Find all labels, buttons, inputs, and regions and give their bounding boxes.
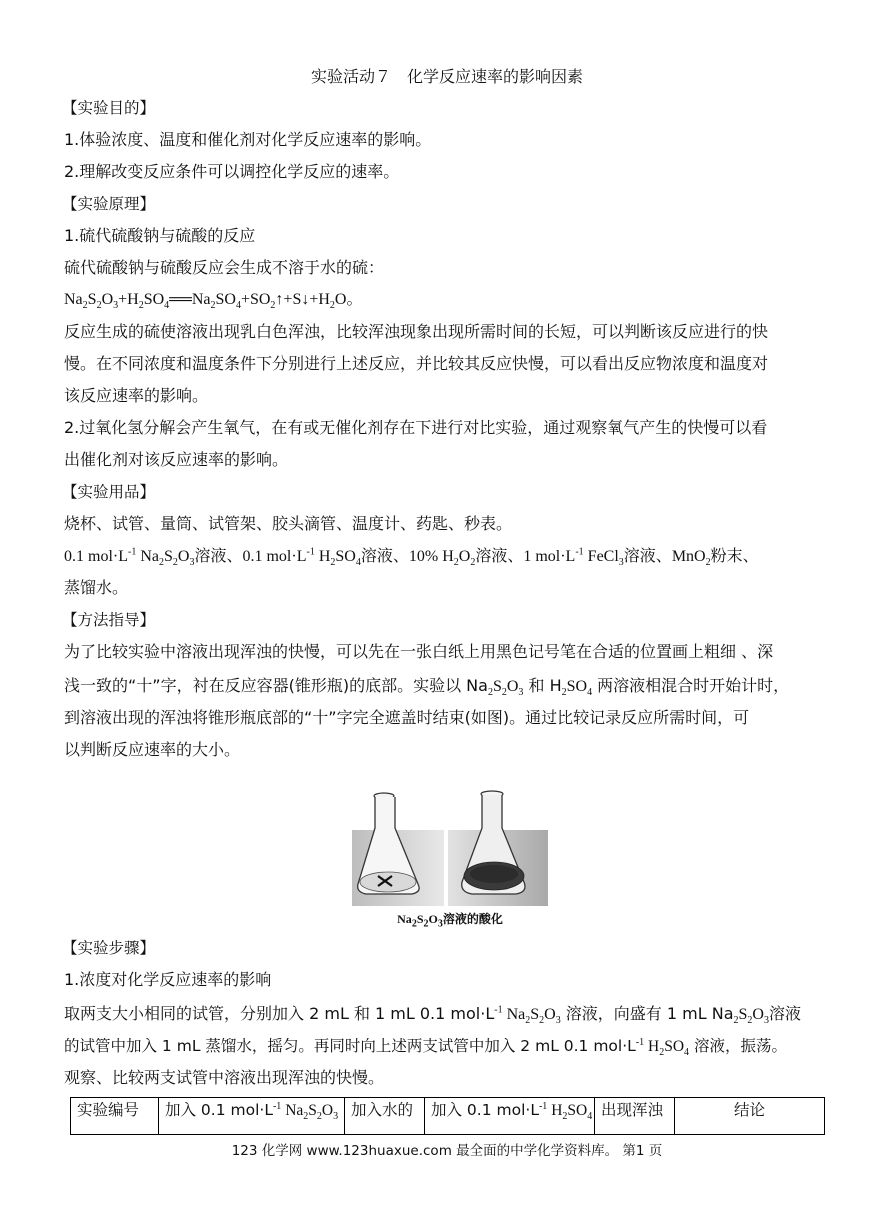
section-heading-steps: 【实验步骤】: [62, 939, 156, 957]
steps-subheading-1: 1.浓度对化学反应速率的影响: [64, 970, 272, 989]
table-header-row: [71, 1098, 825, 1135]
method-line-4: 以判断反应速率的大小。: [64, 740, 241, 759]
section-heading-materials: 【实验用品】: [62, 483, 156, 501]
principle-paragraph-1-line-1: 反应生成的硫使溶液出现乳白色浑浊，比较浑浊现象出现所需时间的长短，可以判断该反应进行的快: [64, 322, 769, 341]
principle-subheading-1: 1.硫代硫酸钠与硫酸的反应: [64, 226, 256, 245]
experiment-table: [70, 1097, 825, 1135]
purpose-item-2: 2.理解改变反应条件可以调控化学反应的速率。: [64, 162, 400, 181]
principle-paragraph-2-line-1: 2.过氧化氢分解会产生氧气，在有或无催化剂存在下进行对比实验，通过观察氧气产生的快慢可以看: [64, 418, 768, 437]
materials-equipment: 烧杯、试管、量筒、试管架、胶头滴管、温度计、药匙、秒表。: [64, 514, 513, 533]
header-conclusion: 结论: [675, 1098, 825, 1135]
materials-reagents: 0.1 $mol\cdot L^{-1}$ $Na_2S_2O_3$溶液、0.1 $mol\cdot L^{-1}$ $H_2SO_4$溶液、10% $H_2O_2$溶液、1 $mol\cdot L^{-1}$ FeCl$_3$溶液、MnO$_2$粉末、: [64, 546, 759, 569]
method-line-3: 到溶液出现的浑浊将锥形瓶底部的“十”字完全遮盖时结束(如图)。通过比较记录反应所需时间，可: [64, 708, 750, 727]
section-heading-method: 【方法指导】: [62, 611, 156, 629]
method-line-1: 为了比较实验中溶液出现浑浊的快慢，可以先在一张白纸上用黑色记号笔在合适的位置画上粗细 、深: [64, 642, 774, 661]
purpose-item-1: 1.体验浓度、温度和催化剂对化学反应速率的影响。: [64, 130, 432, 149]
method-line-2: 浅一致的“十”字，衬在反应容器(锥形瓶)的底部。实验以 $Na_2S_2O_3$ 和 $H_2SO_4$ 两溶液相混合时开始计时，: [64, 676, 790, 699]
header-add-h2so4: 加入 0.1 $mol\cdot L^{-1}$ $H_2SO_4$: [425, 1098, 595, 1135]
section-heading-purpose: 【实验目的】: [62, 99, 156, 117]
steps-line-2: 的试管中加入 1 mL 蒸馏水，摇匀。再同时向上述两支试管中加入 2 mL 0.1 $mol\cdot L^{-1}$ $H_2SO_4$ 溶液，振荡。: [64, 1036, 787, 1059]
section-heading-principle: 【实验原理】: [62, 195, 156, 213]
principle-paragraph-1-line-2: 慢。在不同浓度和温度条件下分别进行上述反应，并比较其反应快慢，可以看出反应物浓度和温度对: [64, 354, 769, 373]
principle-paragraph-2-line-2: 出催化剂对该反应速率的影响。: [64, 450, 289, 469]
page-footer: 123 化学网 www.123huaxue.com 最全面的中学化学资料库。 第1 页: [231, 1143, 663, 1159]
principle-intro: 硫代硫酸钠与硫酸反应会生成不溶于水的硫：: [64, 258, 385, 277]
page-title: 实验活动７ 化学反应速率的影响因素: [310, 67, 583, 86]
principle-paragraph-1-line-3: 该反应速率的影响。: [64, 386, 209, 405]
header-add-na2s2o3: 加入 0.1 $mol\cdot L^{-1}$ $Na_2S_2O_3$: [159, 1098, 345, 1135]
flask-figure: [350, 788, 550, 908]
steps-line-3: 观察、比较两支试管中溶液出现浑浊的快慢。: [64, 1068, 385, 1087]
header-experiment-number: 实验编号: [71, 1098, 159, 1135]
steps-line-1: 取两支大小相同的试管，分别加入 2 mL 和 1 mL 0.1 $mol\cdot L^{-1}$ $Na_2S_2O_3$ 溶液，向盛有 1 mL $Na_2S_2O_3$溶液: [64, 1004, 801, 1027]
figure-caption: $Na_2S_2O_3$溶液的酸化: [397, 912, 503, 930]
materials-water: 蒸馏水。: [64, 578, 129, 597]
header-turbidity: 出现浑浊: [595, 1098, 675, 1135]
header-add-water: 加入水的: [345, 1098, 425, 1135]
reaction-equation: $Na_2S_2O_3+H_2SO_4══Na_2SO_4+SO_2↑+S↓+H_2O$。: [64, 291, 363, 312]
